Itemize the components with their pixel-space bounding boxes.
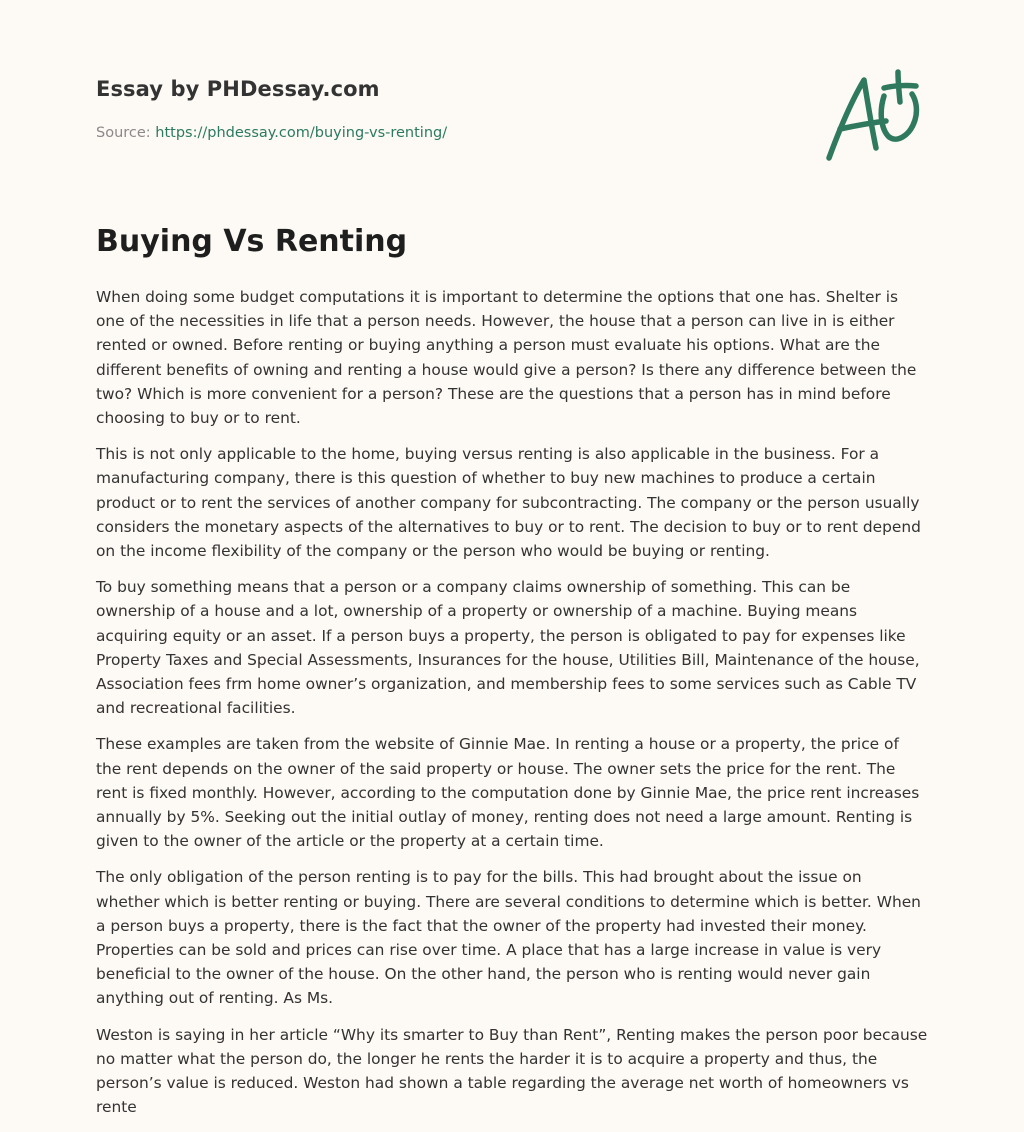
paragraph: When doing some budget computations it is important to determine the options that one has. Shelter is one of the necessities in life that a person needs. However, the house that a person can live in is either rented or owned. Before renting or buying anything a person must evaluate his options. What are the different benefits of owning and renting a house would give a person? Is there any difference between the two? Which is more convenient for a person? These are the questions that a person has in mind before choosing to buy or to rent. bbox=[96, 288, 917, 428]
paragraph: To buy something means that a person or a company claims ownership of something. This can be ownership of a house and a lot, ownership of a property or ownership of a machine. Buying means acquiring equity or an asset. If a person buys a property, the person is obligated to pay for expenses like Property Taxes and Special Assessments, Insurances for the house, Utilities Bill, Maintenance of the house, Association fees frm home owner’s organization, and membership fees to some services such as Cable TV and recreational facilities. bbox=[96, 578, 920, 718]
source-line bbox=[96, 125, 447, 141]
source-link[interactable]: https://phdessay.com/buying-vs-renting/ bbox=[155, 125, 448, 141]
article-body bbox=[96, 285, 928, 1132]
paragraph: This is not only applicable to the home, buying versus renting is also applicable in the business. For a manufacturing company, there is this question of whether to buy new machines to produce a certain product or to rent the services of another company for subcontracting. The company or the person usually considers the monetary aspects of the alternatives to buy or to rent. The decision to buy or to rent depend on the income flexibility of the company or the person who would be buying or renting. bbox=[96, 445, 921, 561]
site-brand: Essay by PHDessay.com bbox=[96, 77, 380, 101]
paragraph: Weston is saying in her article “Why its smarter to Buy than Rent”, Renting makes the person poor because no matter what the person do, the longer he rents the harder it is to acquire a property and thus, the person’s value is reduced. Weston had shown a table regarding the average net worth of homeowners vs rente bbox=[96, 1025, 928, 1117]
paragraph: These examples are taken from the website of Ginnie Mae. In renting a house or a property, the price of the rent depends on the owner of the said property or house. The owner sets the price for the rent. The rent is fixed monthly. However, according to the computation done by Ginnie Mae, the price rent increases annually by 5%. Seeking out the initial outlay of money, renting does not need a large amount. Renting is given to the owner of the article or the property at a certain time. bbox=[96, 735, 920, 851]
paragraph: The only obligation of the person renting is to pay for the bills. This had brought about the issue on whether which is better renting or buying. There are several conditions to determine which is better. When a person buys a property, there is the fact that the owner of the property had invested their money. Properties can be sold and prices can rise over time. A place that has a large increase in value is very beneficial to the owner of the house. On the other hand, the person who is renting would never gain anything out of renting. As Ms. bbox=[96, 868, 921, 1008]
article-title: Buying Vs Renting bbox=[96, 224, 408, 259]
a-plus-grade-icon bbox=[820, 66, 930, 166]
source-label: Source: bbox=[96, 125, 156, 141]
